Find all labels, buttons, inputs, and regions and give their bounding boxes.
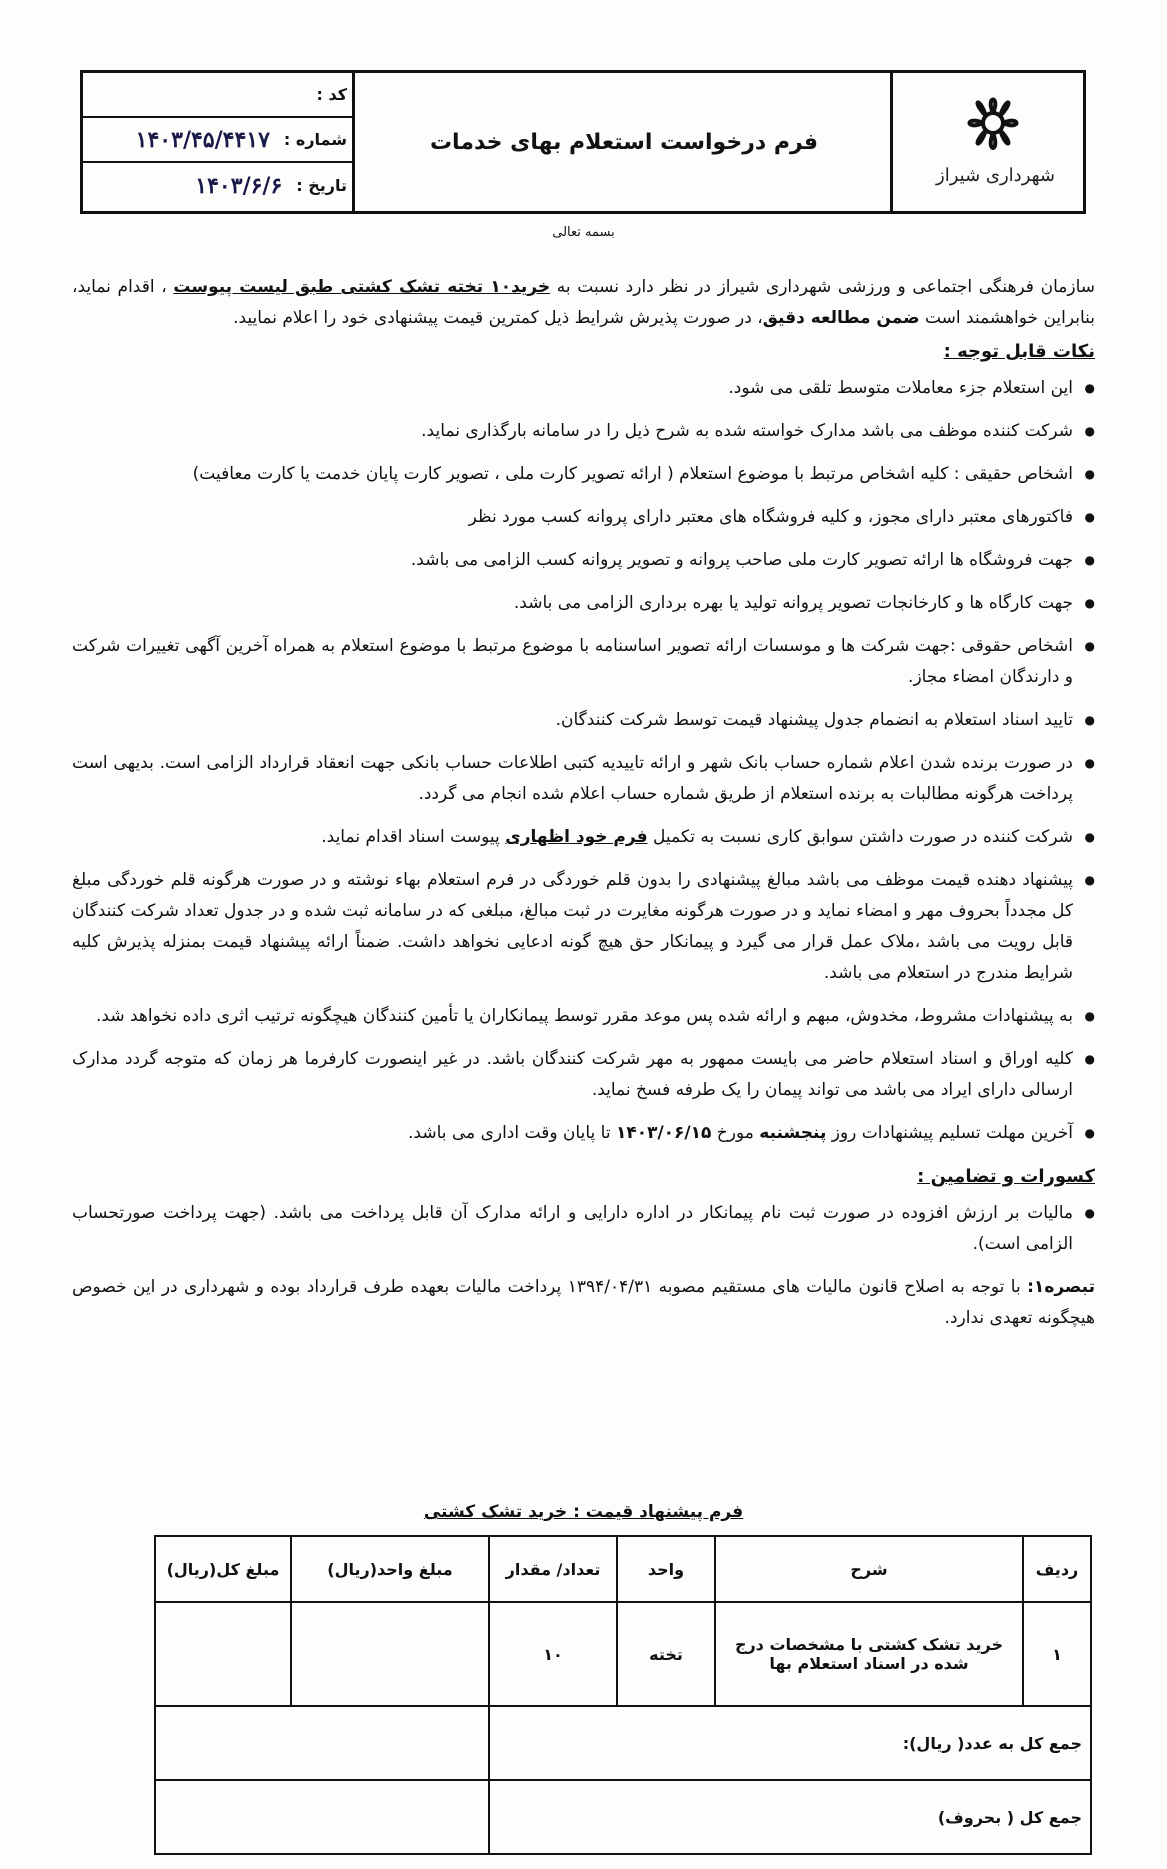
number-row: [83, 118, 355, 163]
note-1-text: با توجه به اصلاح قانون مالیات های مستقیم مصوبه ۱۳۹۴/۰۴/۳۱ پرداخت مالیات بعهده طرف قرارداد بوده و شهرداری در این خصوص هیچگونه تعهدی ندارد.: [72, 1277, 1095, 1328]
note-1-label: تبصره۱:: [1027, 1277, 1095, 1297]
logo-text: شهرداری شیراز: [936, 165, 1055, 186]
form-header: [80, 70, 1086, 214]
cell-qty: ۱۰: [489, 1602, 617, 1706]
list-item: ● اشخاص حقوقی :جهت شرکت ها و موسسات ارائه تصویر اساسنامه با موضوع مرتبط با موضوع استعلام به همراه آخرین آگهی تغییرات شرکت و دارندگان امضاء مجاز.: [72, 631, 1073, 693]
intro-text-3: ، در صورت پذیرش شرایط ذیل کمترین قیمت پیشنهادی خود را اعلام نمایید.: [233, 308, 763, 328]
table-header-row: [155, 1536, 1091, 1602]
deadline-text: آخرین مهلت تسلیم پیشنهادات روز: [826, 1123, 1073, 1143]
meta-cell: [83, 73, 355, 211]
self-text-2: پیوست اسناد اقدام نماید.: [321, 827, 506, 847]
sum-words-value[interactable]: [155, 1780, 489, 1854]
col-header-desc: شرح: [715, 1536, 1023, 1602]
list-item: ● جهت کارگاه ها و کارخانجات تصویر پروانه تولید یا بهره برداری الزامی می باشد.: [72, 588, 1073, 619]
intro-emphasis: ضمن مطالعه دقیق: [762, 308, 920, 328]
list-item: ● مالیات بر ارزش افزوده در صورت ثبت نام پیمانکار در اداره دارایی و ارائه مدارک آن قابل پرداخت می باشد. (جهت پرداخت صورتحساب الزامی است).: [72, 1198, 1073, 1260]
col-header-index: ردیف: [1023, 1536, 1091, 1602]
code-label: کد :: [316, 85, 347, 104]
list-item: ● این استعلام جزء معاملات متوسط تلقی می شود.: [72, 373, 1073, 404]
sum-words-label: جمع کل ( بحروف): [489, 1780, 1091, 1854]
col-header-unit-price: مبلغ واحد(ریال): [291, 1536, 489, 1602]
list-item: ● فاکتورهای معتبر دارای مجوز، و کلیه فروشگاه های معتبر دارای پروانه کسب مورد نظر: [72, 502, 1073, 533]
date-row: [83, 163, 355, 208]
sum-number-row: [155, 1706, 1091, 1780]
number-value: ۱۴۰۳/۴۵/۴۴۱۷: [135, 126, 270, 153]
cell-total[interactable]: [155, 1602, 291, 1706]
col-header-unit: واحد: [617, 1536, 715, 1602]
price-form-title-b: خرید تشک کشتی: [423, 1502, 574, 1522]
list-item: ● در صورت برنده شدن اعلام شماره حساب بانک شهر و ارائه تاییدیه کتبی اطلاعات حساب بانکی جهت انعقاد قرارداد الزامی است. بدیهی است پرداخت هرگونه مطالبات به برنده استعلام از طریق شماره حساب اعلام شده انجام می گردد.: [72, 748, 1073, 810]
price-form-title: [0, 1502, 1167, 1522]
intro-text: سازمان فرهنگی اجتماعی و ورزشی شهرداری شیراز در نظر دارد نسبت به: [550, 277, 1095, 297]
deadline-date: ۱۴۰۳/۰۶/۱۵: [615, 1123, 712, 1143]
list-item: ● پیشنهاد دهنده قیمت موظف می باشد مبالغ پیشنهادی را بدون قلم خوردگی در فرم استعلام بهاء نوشته و در صورت هرگونه قلم خوردگی مبلغ کل مجدداً بحروف مهر و امضاء نماید و در صورت هرگونه مغایرت در ثبت مبالغ، مبلغی که در سامانه ثبت شده و در جدول تعداد شرکت کنندگان قابل رویت می باشد ،ملاک عمل قرار می گیرد و پیمانکار حق هیچ گونه ادعایی نخواهد داشت. ضمناً ارائه پیشنهاد قیمت بمنزله پذیرش کلیه شرایط مندرج در استعلام می باشد.: [72, 865, 1073, 989]
notes-list: [72, 373, 1095, 1149]
price-table: [154, 1535, 1092, 1855]
list-item: ● اشخاص حقیقی : کلیه اشخاص مرتبط با موضوع استعلام ( ارائه تصویر کارت ملی ، تصویر کارت پایان خدمت یا کارت معافیت): [72, 459, 1073, 490]
list-item: ● کلیه اوراق و اسناد استعلام حاضر می بایست ممهور به مهر شرکت کنندگان باشد. در غیر اینصورت کارفرما هر زمان که متوجه گردد مدارک ارسالی دارای ایراد می باشد می تواند پیمان را یک طرفه فسخ نماید.: [72, 1044, 1073, 1106]
list-item: ● به پیشنهادات مشروط، مخدوش، مبهم و ارائه شده پس موعد مقرر توسط پیمانکاران یا تأمین کنندگان هیچگونه ترتیب اثری داده نخواهد شد.: [72, 1001, 1073, 1032]
cell-index: ۱: [1023, 1602, 1091, 1706]
sum-words-row: [155, 1780, 1091, 1854]
intro-text-2: ، اقدام نماید، بنابراین خواهشمند است: [72, 277, 1095, 328]
notes-heading: نکات قابل توجه :: [943, 341, 1095, 362]
deductions-list: [72, 1198, 1095, 1260]
shiraz-flower-logo-icon: [933, 83, 1053, 173]
date-value: ۱۴۰۳/۶/۶: [195, 172, 283, 199]
deadline-text-2: مورخ: [711, 1123, 760, 1143]
col-header-total: مبلغ کل(ریال): [155, 1536, 291, 1602]
self-declaration-form: فرم خود اظهاری: [505, 827, 648, 847]
code-row: [83, 73, 355, 118]
cell-desc: خرید تشک کشتی با مشخصات درج شده در اسناد استعلام بها: [715, 1602, 1023, 1706]
price-form-title-a: فرم پیشنهاد قیمت :: [573, 1502, 744, 1522]
cell-unit-price[interactable]: [291, 1602, 489, 1706]
list-item: ● جهت فروشگاه ها ارائه تصویر کارت ملی صاحب پروانه و تصویر پروانه کسب الزامی می باشد.: [72, 545, 1073, 576]
sum-number-label: جمع کل به عدد( ریال):: [489, 1706, 1091, 1780]
col-header-qty: تعداد/ مقدار: [489, 1536, 617, 1602]
sum-number-value[interactable]: [155, 1706, 489, 1780]
deductions-heading: کسورات و تضامین :: [917, 1166, 1095, 1187]
intro-paragraph: [72, 272, 1095, 334]
list-item: [72, 822, 1073, 853]
number-label: شماره :: [283, 130, 347, 149]
deadline-day: پنجشنبه: [759, 1123, 827, 1143]
form-title: فرم درخواست استعلام بهای خدمات: [429, 129, 819, 155]
self-text: شرکت کننده در صورت داشتن سوابق کاری نسبت به تکمیل: [647, 827, 1073, 847]
basmala: بسمه تعالی: [552, 225, 615, 240]
table-row: [155, 1602, 1091, 1706]
list-item: [72, 1118, 1073, 1149]
date-label: تاریخ :: [296, 176, 347, 195]
logo-cell: [890, 73, 1083, 211]
cell-unit: تخته: [617, 1602, 715, 1706]
document-body: [72, 272, 1095, 1334]
title-cell: [352, 73, 893, 211]
list-item: ● تایید اسناد استعلام به انضمام جدول پیشنهاد قیمت توسط شرکت کنندگان.: [72, 705, 1073, 736]
note-1: [72, 1272, 1095, 1334]
list-item: ● شرکت کننده موظف می باشد مدارک خواسته شده به شرح ذیل را در سامانه بارگذاری نماید.: [72, 416, 1073, 447]
intro-subject: خرید۱۰ تخته تشک کشتی طبق لیست پیوست: [173, 277, 551, 297]
deadline-text-3: تا پایان وقت اداری می باشد.: [408, 1123, 616, 1143]
